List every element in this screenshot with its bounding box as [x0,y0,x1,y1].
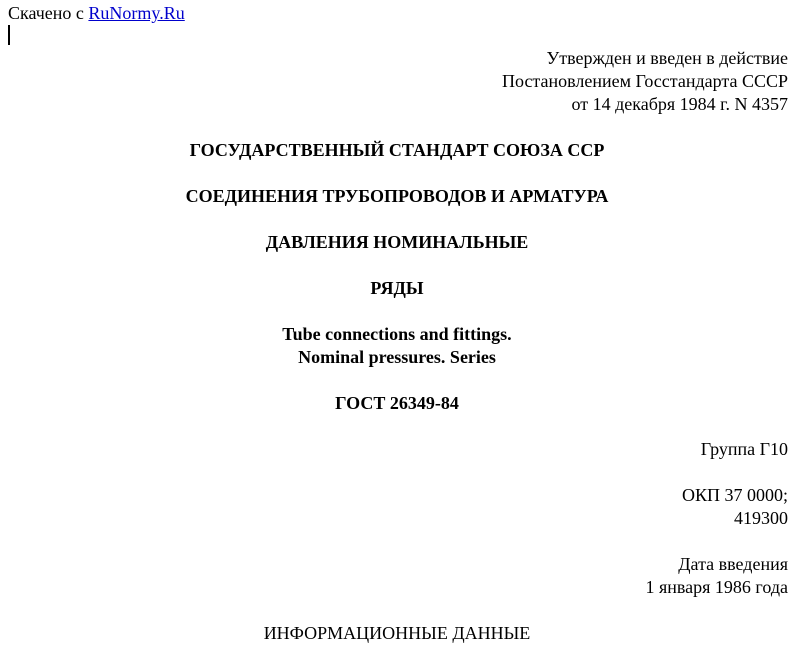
download-source-line [8,2,185,25]
english-title-line-2: Nominal pressures. Series [298,347,496,367]
runormy-link[interactable]: RuNormy.Ru [88,3,185,23]
intro-date: 1 января 1986 года [645,577,788,597]
download-source-prefix: Скачено с [8,3,89,23]
approval-line-3: от 14 декабря 1984 г. N 4357 [571,94,788,114]
text-cursor [8,25,10,45]
gost-number: ГОСТ 26349-84 [335,393,459,413]
subject-title: СОЕДИНЕНИЯ ТРУБОПРОВОДОВ И АРМАТУРА [185,186,609,206]
approval-line-1: Утвержден и введен в действие [546,48,788,68]
group-code: Группа Г10 [700,439,788,459]
series-title: РЯДЫ [370,278,424,298]
intro-date-label: Дата введения [678,554,788,574]
english-title-line-1: Tube connections and fittings. [282,324,512,344]
okp-code-line-2: 419300 [734,508,788,528]
okp-code-line-1: ОКП 37 0000; [681,485,788,505]
info-heading: ИНФОРМАЦИОННЫЕ ДАННЫЕ [263,623,531,643]
approval-line-2: Постановлением Госстандарта СССР [502,71,788,91]
subtitle: ДАВЛЕНИЯ НОМИНАЛЬНЫЕ [265,232,529,252]
standard-title: ГОСУДАРСТВЕННЫЙ СТАНДАРТ СОЮЗА ССР [189,140,605,160]
